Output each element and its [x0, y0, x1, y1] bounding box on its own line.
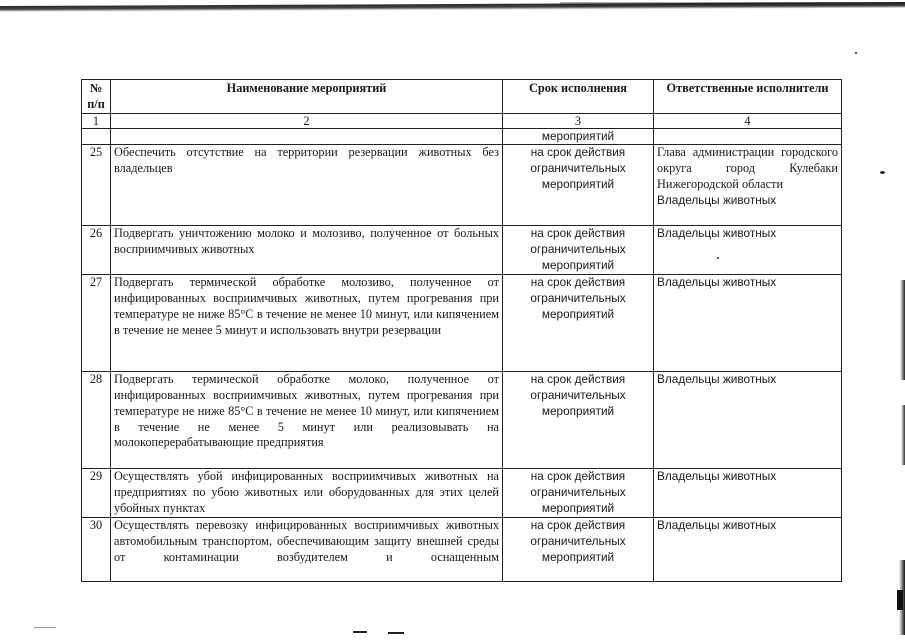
scan-right-edge-mark [900, 280, 905, 380]
row-responsible [654, 144, 842, 225]
table-row [82, 144, 842, 225]
row-responsible: Владельцы животных [654, 371, 842, 468]
row-num: 27 [82, 274, 111, 371]
row-name: Подвергать термической обработке молоко, полученное от инфицированных восприимчивых животных, путем прогревания при температуре не ниже 85°C в течение не менее 10 минут, или кипячением в течение не менее 5 минут или реализовывать на молокоперерабатывающие предприятия [111, 371, 503, 468]
table-row [82, 225, 842, 274]
column-number: 1 [82, 113, 111, 128]
row-name: Обеспечить отсутствие на территории резервации животных без владельцев [111, 144, 503, 225]
row-responsible: Владельцы животных [654, 468, 842, 517]
scan-right-edge-mark [897, 590, 903, 610]
header-name: Наименование мероприятий [111, 80, 503, 114]
continuation-num [82, 128, 111, 144]
column-number: 4 [654, 113, 842, 128]
row-responsible: Владельцы животных [654, 274, 842, 371]
table-header-row [82, 80, 842, 114]
column-numbers-row [82, 113, 842, 128]
row-name: Подвергать термической обработке молозиво, полученное от инфицированных восприимчивых животных, путем прогревания при температуре не ниже 85°C в течение не менее 10 минут, или кипячением в течение не менее 5 минут и использовать внутри резервации [111, 274, 503, 371]
scan-dash [353, 631, 367, 633]
header-term: Срок исполнения [503, 80, 654, 114]
measures-table [81, 79, 842, 582]
table-row [82, 517, 842, 581]
row-term: на срок действия ограничительных мероприятий [503, 371, 654, 468]
header-num: № п/п [82, 80, 111, 114]
scan-dash [34, 627, 56, 628]
continuation-term: мероприятий [503, 128, 654, 144]
row-num: 29 [82, 468, 111, 517]
responsible-main: Глава администрации городского округа город Кулебаки Нижегородской области [657, 144, 838, 191]
row-responsible: Владельцы животных [654, 225, 842, 274]
scan-dash [388, 632, 404, 634]
table-row [82, 274, 842, 371]
row-num: 26 [82, 225, 111, 274]
row-num: 28 [82, 371, 111, 468]
row-name: Подвергать уничтожению молоко и молозиво, полученное от больных восприимчивых животных [111, 225, 503, 274]
column-number: 2 [111, 113, 503, 128]
scan-right-edge-mark [901, 405, 905, 465]
row-responsible: Владельцы животных [654, 517, 842, 581]
table-row [82, 468, 842, 517]
row-term: на срок действия ограничительных мероприятий [503, 274, 654, 371]
row-name: Осуществлять убой инфицированных восприимчивых животных на предприятиях по убою животных или оборудованных для этих целей убойных пунктах [111, 468, 503, 517]
scan-speck [855, 52, 857, 54]
row-term: на срок действия ограничительных мероприятий [503, 225, 654, 274]
header-responsible: Ответственные исполнители [654, 80, 842, 114]
scan-top-shadow [560, 2, 905, 8]
row-term: на срок действия ограничительных мероприятий [503, 468, 654, 517]
table-row [82, 371, 842, 468]
continuation-name [111, 128, 503, 144]
row-num: 25 [82, 144, 111, 225]
row-term: на срок действия ограничительных мероприятий [503, 144, 654, 225]
row-num: 30 [82, 517, 111, 581]
row-term: на срок действия ограничительных мероприятий [503, 517, 654, 581]
responsible-extra: Владельцы животных [657, 192, 777, 207]
row-name: Осуществлять перевозку инфицированных восприимчивых животных автомобильным транспортом, обеспечивающим защиту внешней среды от контаминации возбудителем и оснащенным [111, 517, 503, 581]
scan-speck [880, 171, 885, 174]
continuation-responsible [654, 128, 842, 144]
column-number: 3 [503, 113, 654, 128]
continuation-row [82, 128, 842, 144]
